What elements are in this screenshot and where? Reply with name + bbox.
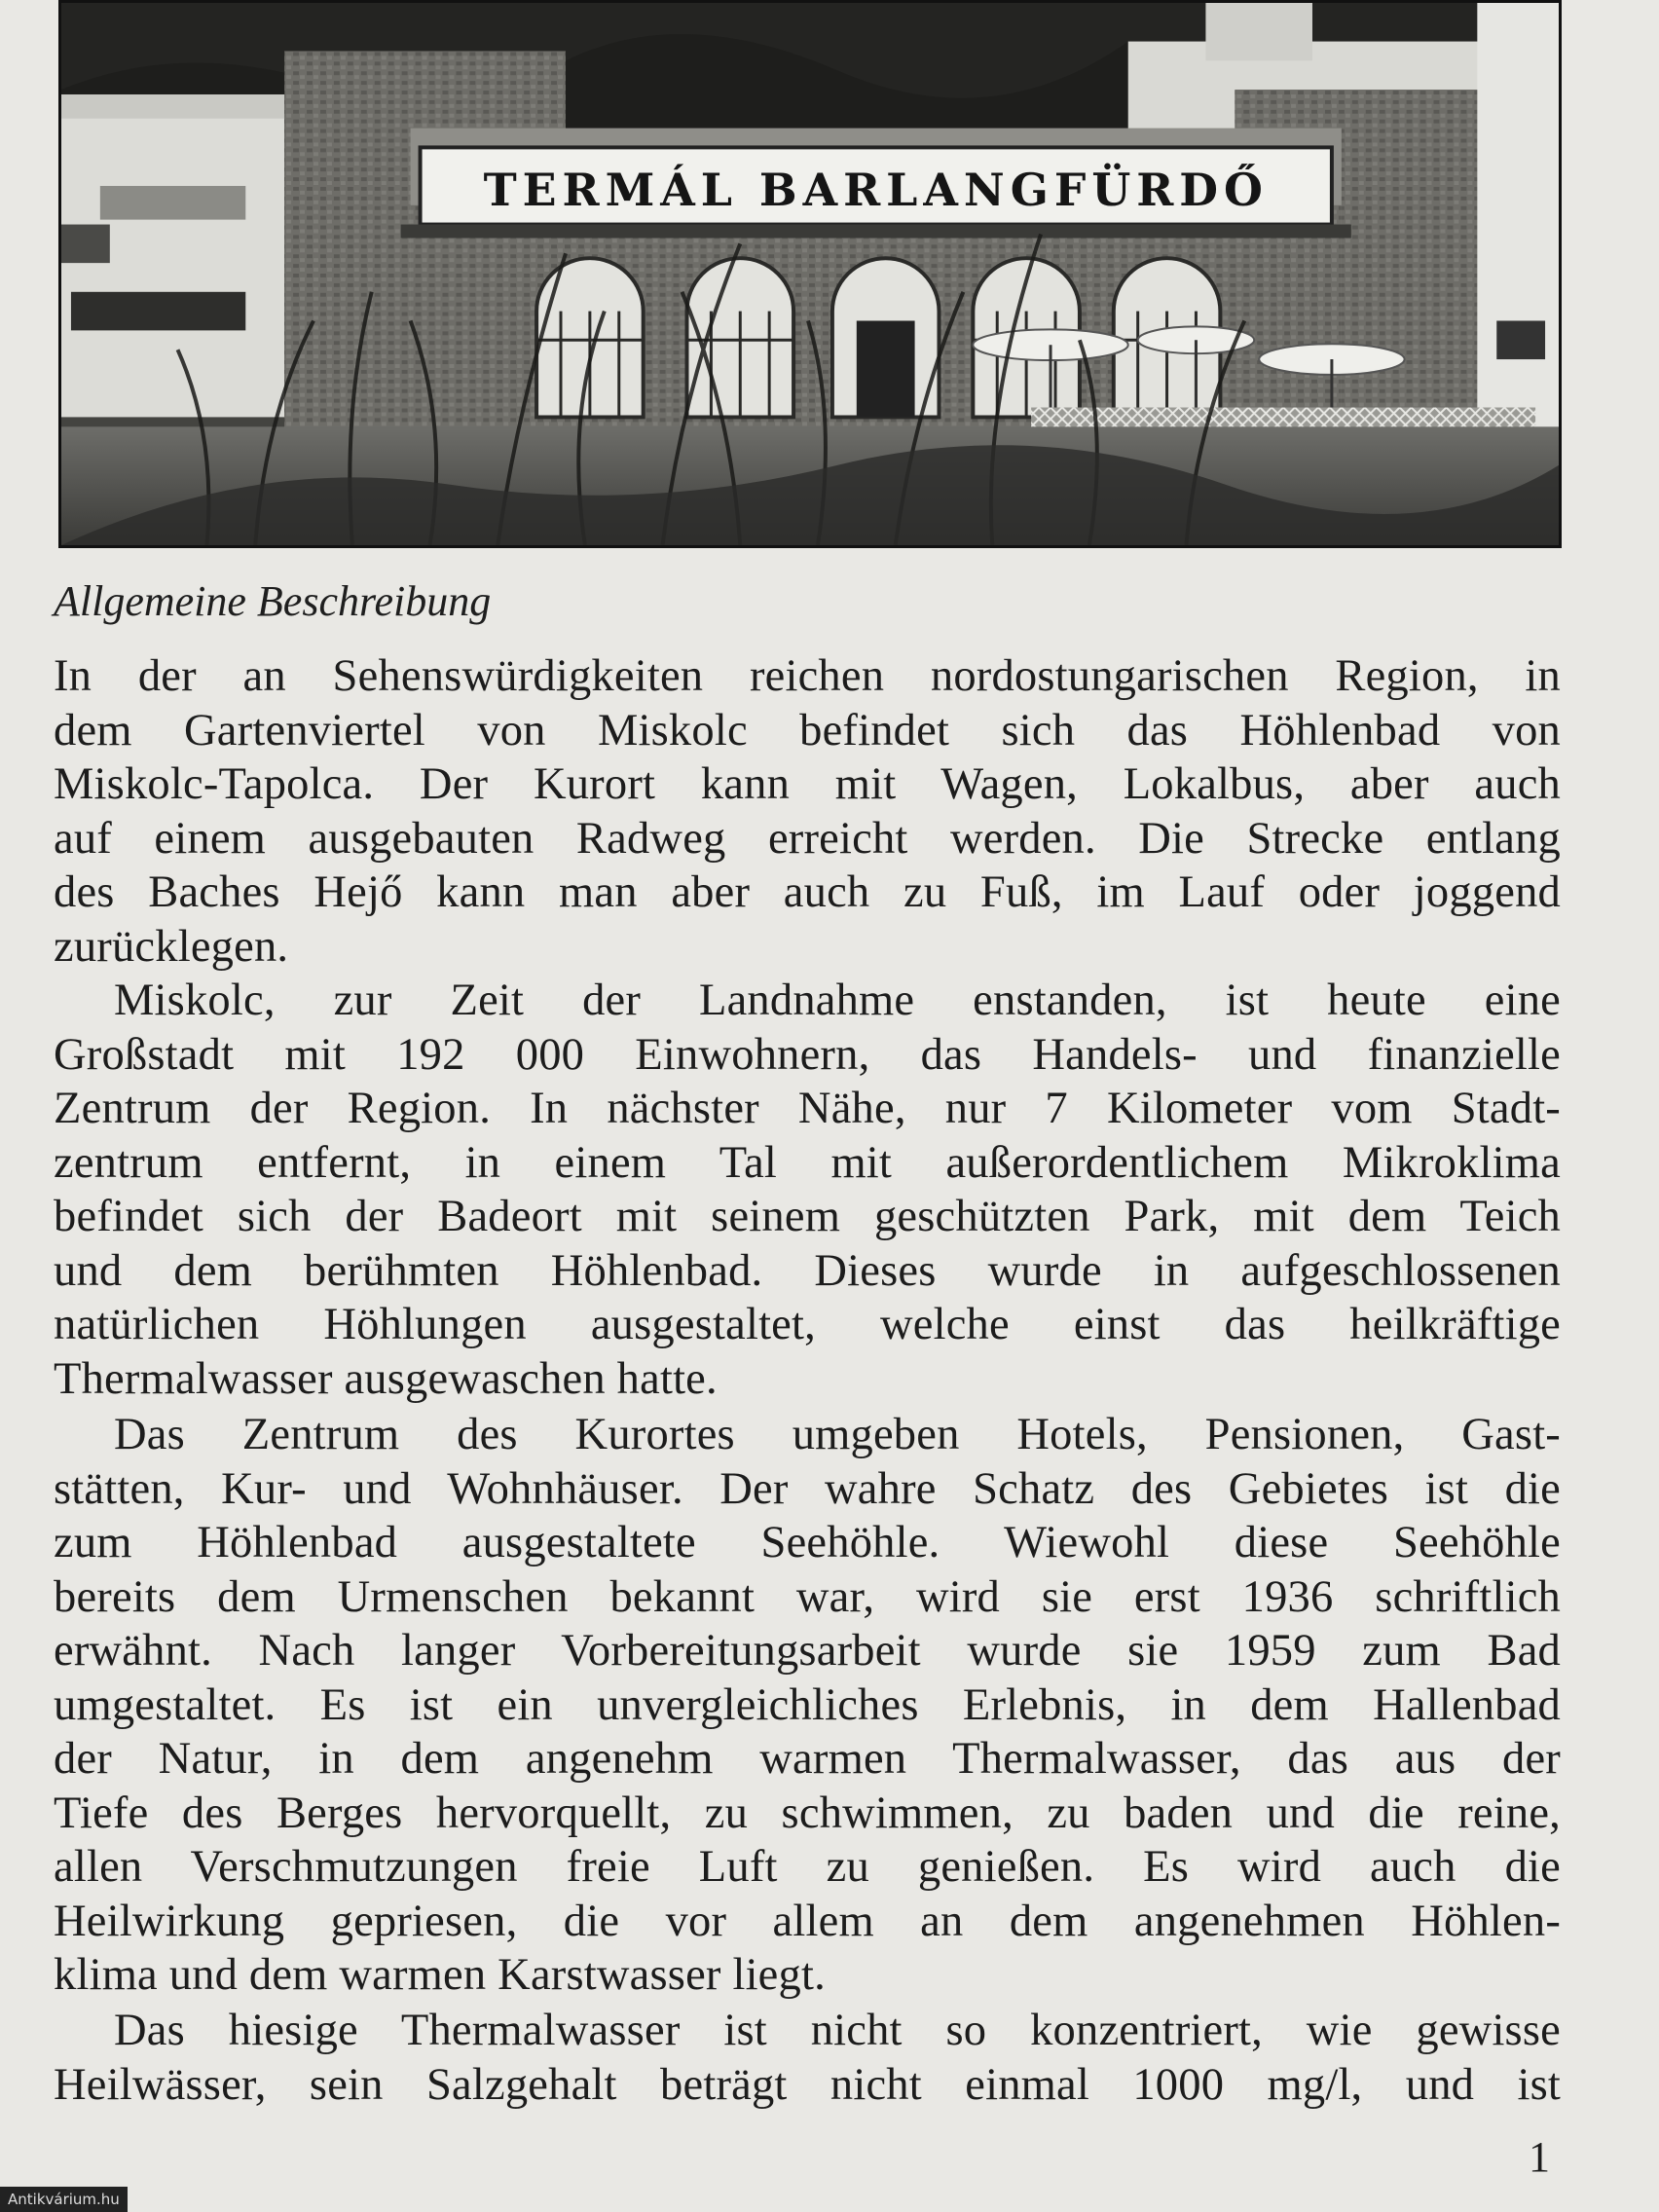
text-line: Heilwirkung gepriesen, die vor allem an dem angenehmen Höhlen-	[54, 1896, 1561, 1946]
text-line: umgestaltet. Es ist ein unvergleichliches Erlebnis, in dem Hallenbad	[54, 1679, 1561, 1730]
text-line: Heilwässer, sein Salzgehalt beträgt nicht einmal 1000 mg/l, und ist	[54, 2059, 1561, 2110]
text-line: zentrum entfernt, in einem Tal mit außerordentlichem Mikroklima	[54, 1137, 1561, 1188]
photo-illustration	[61, 3, 1559, 545]
text-line: klima und dem warmen Karstwasser liegt.	[54, 1950, 826, 2000]
text-line: befindet sich der Badeort mit seinem geschützten Park, mit dem Teich	[54, 1192, 1561, 1241]
text-line: Thermalwasser ausgewaschen hatte.	[54, 1353, 718, 1404]
text-line: der Natur, in dem angenehm warmen Thermalwasser, das aus der	[54, 1734, 1561, 1784]
text-line: dem Gartenviertel von Miskolc befindet sich das Höhlenbad von	[54, 705, 1561, 756]
text-line: Das hiesige Thermalwasser ist nicht so konzentriert, wie gewisse	[114, 2006, 1561, 2055]
text-line: Großstadt mit 192 000 Einwohnern, das Handels- und finanzielle	[54, 1029, 1561, 1080]
paragraph-2	[54, 974, 1561, 1406]
text-line: bereits dem Urmenschen bekannt war, wird sie erst 1936 schriftlich	[54, 1571, 1561, 1622]
text-line: Tiefe des Berges hervorquellt, zu schwimmen, zu baden und die reine,	[54, 1788, 1561, 1838]
text-line: erwähnt. Nach langer Vorbereitungsarbeit wurde sie 1959 zum Bad	[54, 1626, 1561, 1676]
text-line: stätten, Kur- und Wohnhäuser. Der wahre Schatz des Gebietes ist die	[54, 1463, 1561, 1514]
text-line: In der an Sehenswürdigkeiten reichen nordostungarischen Region, in	[54, 651, 1561, 701]
text-line: Zentrum der Region. In nächster Nähe, nur 7 Kilometer vom Stadt-	[54, 1084, 1561, 1133]
text-line: und dem berühmten Höhlenbad. Dieses wurde in aufgeschlossenen	[54, 1245, 1561, 1296]
text-line: Miskolc, zur Zeit der Landnahme enstanden, ist heute eine	[114, 976, 1561, 1025]
text-line: des Baches Hejő kann man aber auch zu Fuß, im Lauf oder joggend	[54, 867, 1561, 917]
text-line: auf einem ausgebauten Radweg erreicht werden. Die Strecke entlang	[54, 813, 1561, 864]
text-line: Das Zentrum des Kurortes umgeben Hotels, Pensionen, Gast-	[114, 1410, 1561, 1459]
paragraph-1	[54, 649, 1561, 974]
section-heading: Allgemeine Beschreibung	[54, 577, 492, 625]
text-line: Miskolc-Tapolca. Der Kurort kann mit Wagen, Lokalbus, aber auch	[54, 759, 1561, 809]
page-number: 1	[1529, 2133, 1550, 2181]
text-line: zurücklegen.	[54, 921, 289, 972]
paragraph-4	[54, 2004, 1561, 2112]
watermark: Antikvárium.hu	[0, 2187, 128, 2212]
paragraph-3	[54, 1408, 1561, 2003]
text-line: natürlichen Höhlungen ausgestaltet, welche einst das heilkräftige	[54, 1300, 1561, 1349]
text-line: allen Verschmutzungen freie Luft zu genießen. Es wird auch die	[54, 1842, 1561, 1892]
text-line: zum Höhlenbad ausgestaltete Seehöhle. Wiewohl diese Seehöhle	[54, 1518, 1561, 1567]
building-photo	[58, 0, 1562, 548]
sign-text: TERMÁL BARLANGFÜRDŐ	[483, 163, 1269, 216]
